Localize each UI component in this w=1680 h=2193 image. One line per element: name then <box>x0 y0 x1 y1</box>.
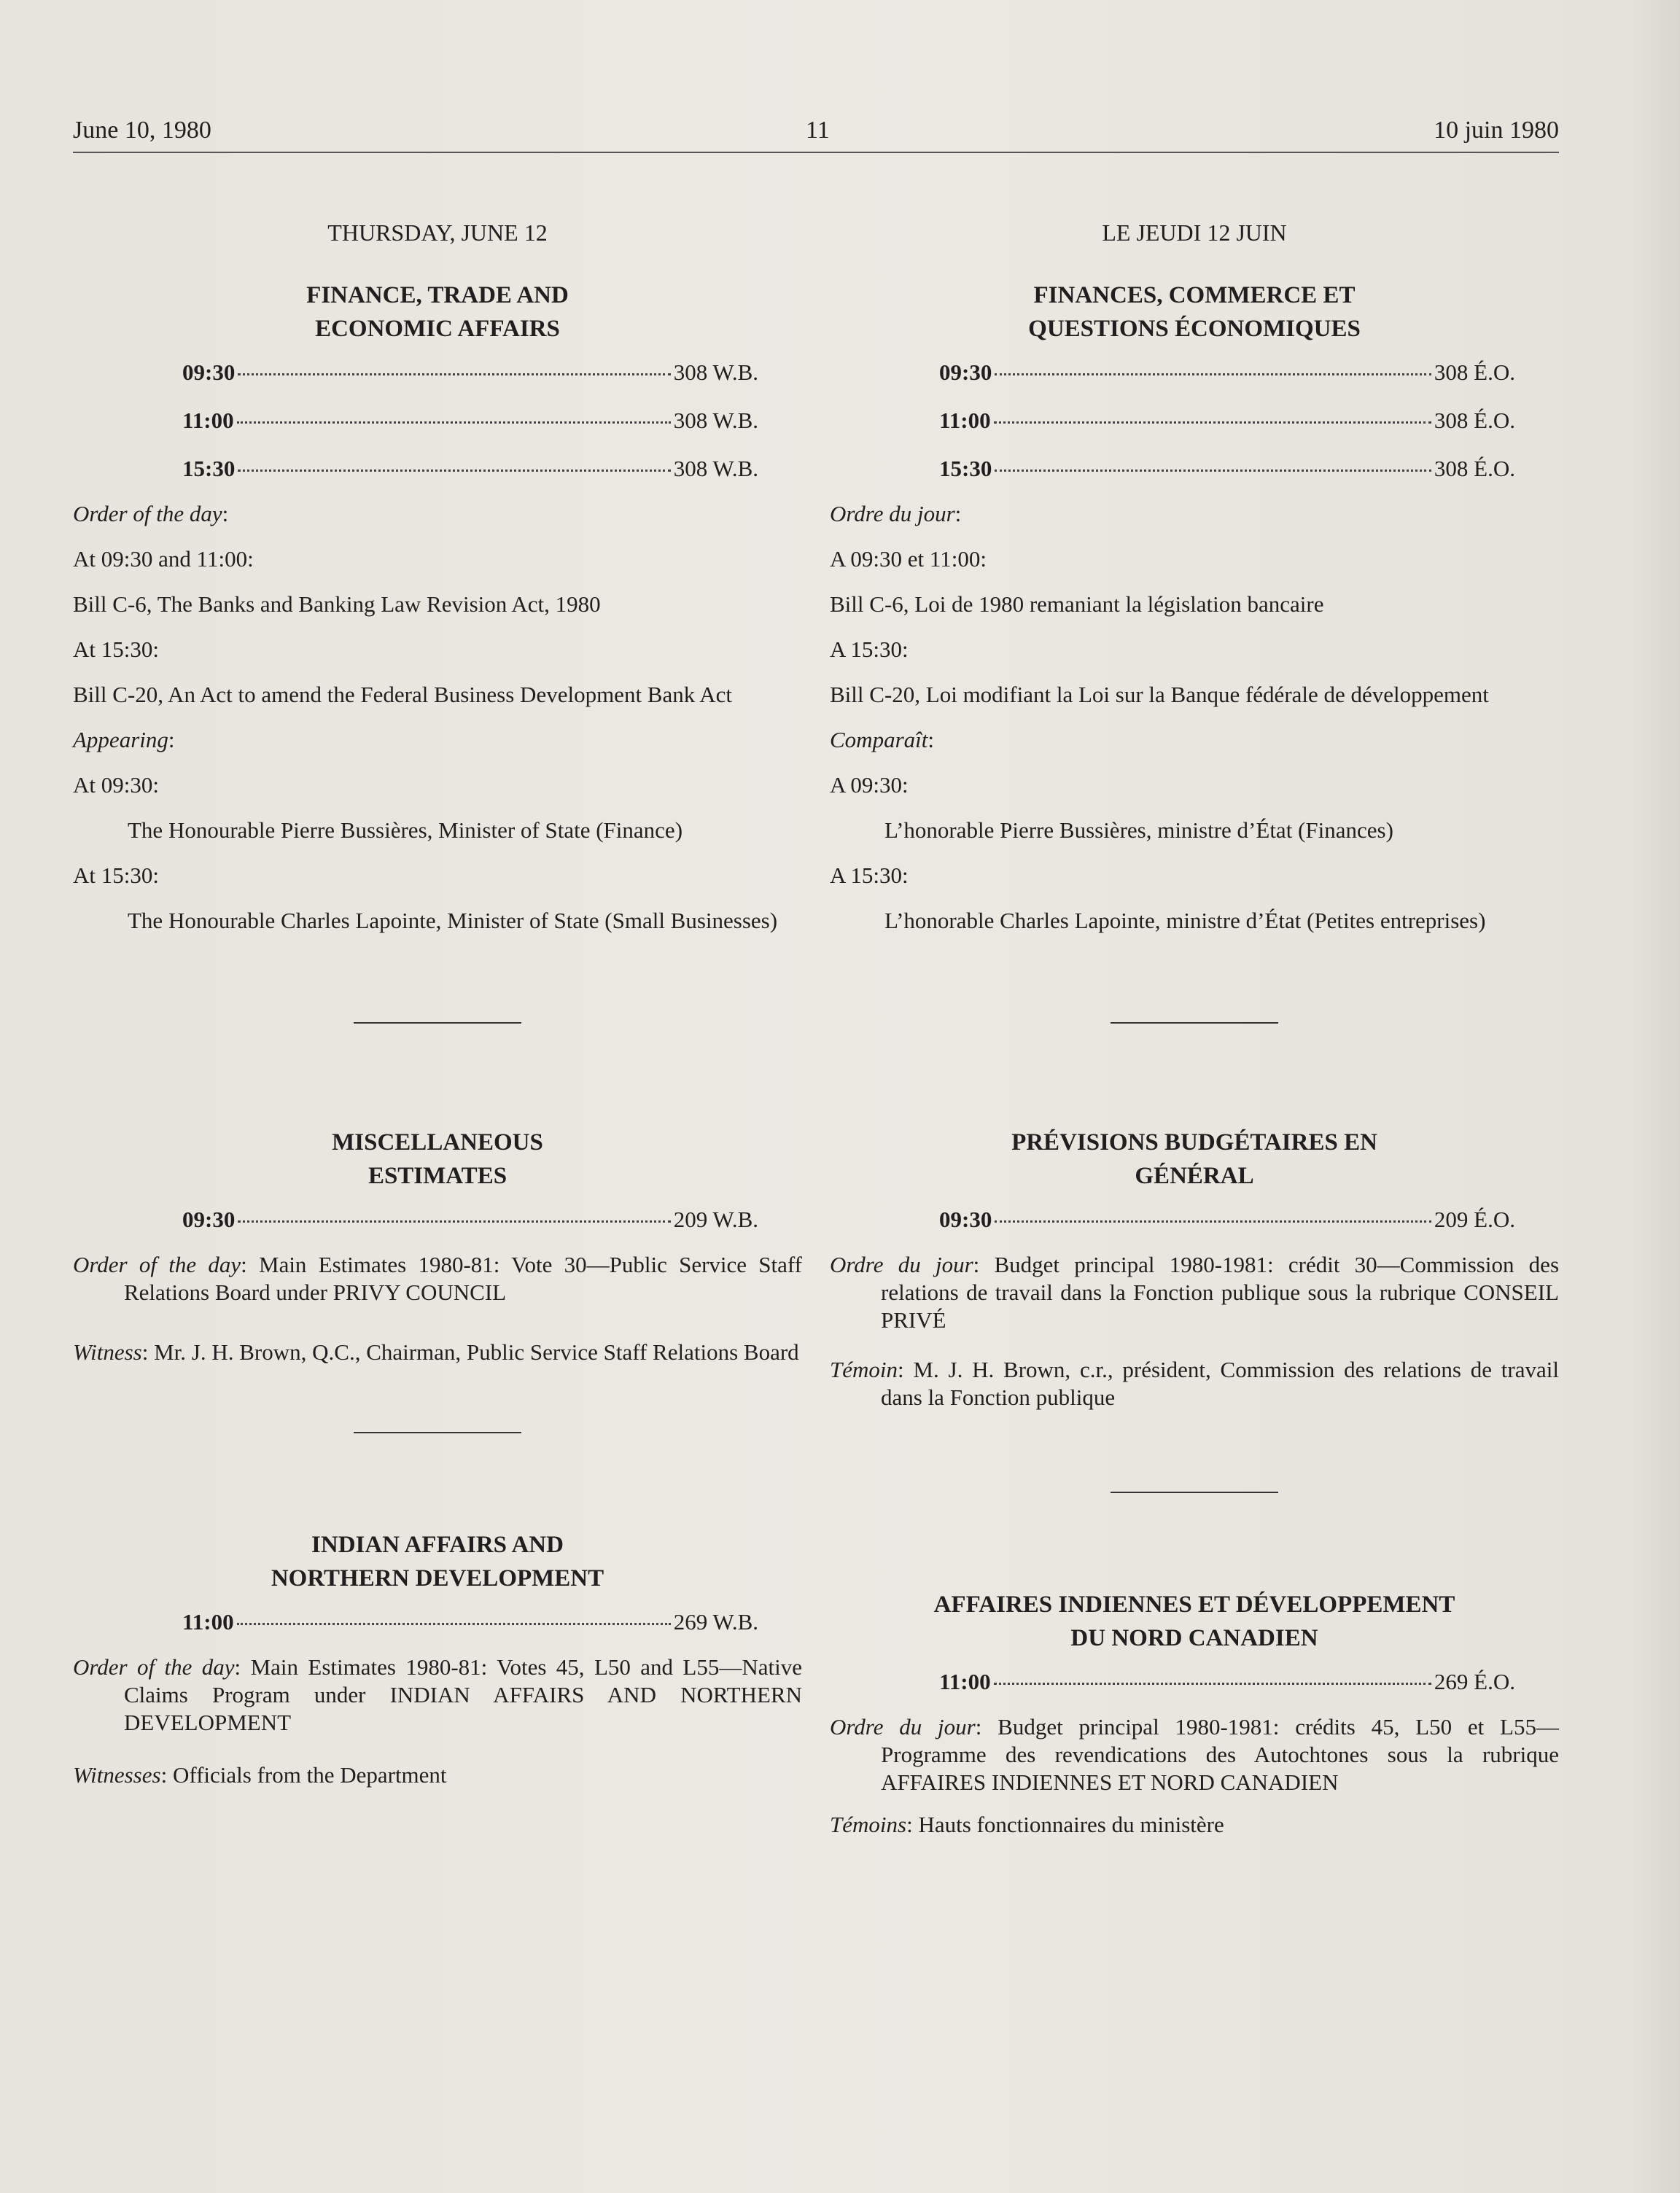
slot-time: 11:00 <box>182 1609 234 1635</box>
witness-label: Témoin <box>830 1357 898 1382</box>
slot-time: 11:00 <box>939 1669 991 1694</box>
minister-item: The Honourable Charles Lapointe, Minister of State (Small Businesses) <box>128 908 778 933</box>
bill-item: Bill C-6, Loi de 1980 remaniant la législation bancaire <box>830 591 1324 617</box>
committee-title: MISCELLANEOUS <box>332 1129 543 1156</box>
section-separator <box>1111 1492 1278 1493</box>
time-line: A 09:30 et 11:00: <box>830 546 987 572</box>
slot-room: 308 W.B. <box>673 359 758 385</box>
committee-title: ECONOMIC AFFAIRS <box>315 316 560 342</box>
slot-room: 308 É.O. <box>1434 408 1515 433</box>
section-separator <box>354 1022 521 1024</box>
committee-miscellaneous <box>73 1126 802 1366</box>
dot-leader <box>994 421 1431 424</box>
slot-room: 209 É.O. <box>1434 1207 1515 1232</box>
order-text: Main Estimates 1980-81: Vote 30—Public Service Staff Relations Board under PRIVY COUNCIL <box>124 1252 802 1305</box>
appearing-label: Appearing <box>73 727 168 752</box>
bill-item: Bill C-20, An Act to amend the Federal Business Development Bank Act <box>73 682 733 707</box>
meeting-day: THURSDAY, JUNE 12 <box>327 219 548 246</box>
schedule-slot <box>939 1206 1515 1234</box>
appearing-line: Comparaît: <box>830 727 934 752</box>
committee-title: DU NORD CANADIEN <box>1070 1625 1318 1651</box>
witness-text: Mr. J. H. Brown, Q.C., Chairman, Public Service Staff Relations Board <box>154 1339 799 1365</box>
committee-title: ESTIMATES <box>368 1163 508 1189</box>
witness-label: Witness <box>73 1339 142 1365</box>
bill-item: Bill C-6, The Banks and Banking Law Revision Act, 1980 <box>73 591 601 617</box>
committee-finance <box>73 278 802 935</box>
slot-time: 15:30 <box>939 456 992 481</box>
schedule-slot <box>182 359 758 386</box>
order-of-day: Ordre du jour: Budget principal 1980-1981: crédits 45, L50 et L55—Programme des revendications des Autochtones sous la rubrique AFFAIRES INDIENNES ET NORD CANADIEN <box>830 1714 1559 1795</box>
order-text: Budget principal 1980-1981: crédit 30—Commission des relations de travail dans la Fonction publique sous la rubrique CONSEIL PRIVÉ <box>881 1252 1560 1333</box>
order-label: Ordre du jour <box>830 501 955 526</box>
committee-title: QUESTIONS ÉCONOMIQUES <box>1028 316 1361 342</box>
order-label: Order of the day <box>73 501 222 526</box>
minister-item: The Honourable Pierre Bussières, Minister of State (Finance) <box>128 817 683 843</box>
dot-leader <box>995 1220 1431 1223</box>
slot-time: 09:30 <box>182 1207 236 1232</box>
section-separator <box>1111 1022 1278 1024</box>
bill-item: Bill C-20, Loi modifiant la Loi sur la Banque fédérale de développement <box>830 682 1489 707</box>
dot-leader <box>238 470 670 472</box>
dot-leader <box>237 421 671 424</box>
witness-line: Témoins: Hauts fonctionnaires du ministère <box>830 1812 1224 1837</box>
committee-indian-affairs <box>73 1528 802 1789</box>
witness-line: Witnesses: Officials from the Department <box>73 1762 447 1788</box>
slot-time: 09:30 <box>939 1207 992 1232</box>
witness-text: Officials from the Department <box>172 1762 447 1788</box>
schedule-slot <box>182 455 758 483</box>
slot-room: 308 É.O. <box>1434 456 1515 481</box>
witness-line: Witness: Mr. J. H. Brown, Q.C., Chairman, Public Service Staff Relations Board <box>73 1339 799 1365</box>
order-of-day: Ordre du jour: Budget principal 1980-1981: crédit 30—Commission des relations de travail dans la Fonction publique sous la rubrique CONSEIL PRIVÉ <box>830 1252 1560 1333</box>
time-line: A 15:30: <box>830 862 909 888</box>
header-date-french: 10 juin 1980 <box>1434 117 1559 144</box>
committee-title: PRÉVISIONS BUDGÉTAIRES EN <box>1011 1129 1377 1156</box>
order-of-day: Order of the day: <box>73 501 229 526</box>
schedule-slot <box>182 407 758 435</box>
slot-time: 15:30 <box>182 456 236 481</box>
order-label: Ordre du jour <box>830 1252 973 1277</box>
section-separator <box>354 1432 521 1433</box>
meeting-day: LE JEUDI 12 JUIN <box>1102 219 1287 246</box>
header-date-english: June 10, 1980 <box>73 117 211 144</box>
committee-title: INDIAN AFFAIRS AND <box>311 1532 564 1558</box>
dot-leader <box>238 1220 670 1223</box>
appearing-line: Appearing: <box>73 727 175 752</box>
time-line: At 15:30: <box>73 862 159 888</box>
minister-item: L’honorable Charles Lapointe, ministre d’État (Petites entreprises) <box>884 908 1486 933</box>
slot-room: 269 W.B. <box>673 1609 758 1635</box>
committee-indian-affairs <box>830 1588 1559 1839</box>
witness-label: Témoins <box>830 1812 907 1837</box>
witness-line: Témoin: M. J. H. Brown, c.r., président, Commission des relations de travail dans la Fonction publique <box>830 1357 1559 1410</box>
dot-leader <box>237 1623 671 1625</box>
committee-title: NORTHERN DEVELOPMENT <box>271 1565 604 1592</box>
dot-leader <box>995 470 1431 472</box>
order-label: Order of the day <box>73 1654 235 1680</box>
schedule-slot <box>939 1668 1515 1696</box>
witness-label: Witnesses <box>73 1762 161 1788</box>
committee-title: FINANCE, TRADE AND <box>306 282 569 308</box>
english-column <box>73 219 802 1789</box>
slot-room: 269 É.O. <box>1434 1669 1515 1694</box>
slot-time: 11:00 <box>939 408 991 433</box>
committee-miscellaneous <box>830 1126 1559 1411</box>
order-text: Main Estimates 1980-81: Votes 45, L50 and L55—Native Claims Program under INDIAN AFFAIRS AND NORTHERN DEVELOPMENT <box>124 1654 802 1735</box>
committee-title: AFFAIRES INDIENNES ET DÉVELOPPEMENT <box>933 1592 1455 1618</box>
order-label: Ordre du jour <box>830 1714 976 1740</box>
schedule-slot <box>939 359 1515 386</box>
committee-title: GÉNÉRAL <box>1135 1163 1254 1189</box>
appearing-label: Comparaît <box>830 727 928 752</box>
order-label: Order of the day <box>73 1252 241 1277</box>
time-line: At 09:30 and 11:00: <box>73 546 254 572</box>
schedule-slot <box>939 455 1515 483</box>
witness-text: Hauts fonctionnaires du ministère <box>918 1812 1224 1837</box>
order-of-day: Order of the day: Main Estimates 1980-81: Votes 45, L50 and L55—Native Claims Program under INDIAN AFFAIRS AND NORTHERN DEVELOPMENT <box>73 1654 802 1735</box>
schedule-slot <box>182 1206 758 1234</box>
slot-time: 11:00 <box>182 408 234 433</box>
schedule-slot <box>182 1608 758 1636</box>
witness-text: M. J. H. Brown, c.r., président, Commission des relations de travail dans la Fonction publique <box>881 1357 1559 1410</box>
time-line: A 15:30: <box>830 636 909 662</box>
order-of-day: Ordre du jour: <box>830 501 962 526</box>
committee-title: FINANCES, COMMERCE ET <box>1033 282 1356 308</box>
dot-leader <box>995 373 1431 375</box>
order-text: Budget principal 1980-1981: crédits 45, L50 et L55—Programme des revendications des Autochtones sous la rubrique AFFAIRES INDIENNES ET NORD CANADIEN <box>881 1714 1559 1795</box>
slot-room: 308 W.B. <box>673 456 758 481</box>
slot-time: 09:30 <box>939 359 992 385</box>
slot-time: 09:30 <box>182 359 236 385</box>
dot-leader <box>238 373 670 375</box>
header-page-number: 11 <box>806 117 830 144</box>
time-line: A 09:30: <box>830 772 909 798</box>
slot-room: 308 W.B. <box>673 408 758 433</box>
order-of-day: Order of the day: Main Estimates 1980-81: Vote 30—Public Service Staff Relations Board under PRIVY COUNCIL <box>73 1252 802 1305</box>
dot-leader <box>994 1683 1431 1685</box>
slot-room: 308 É.O. <box>1434 359 1515 385</box>
minister-item: L’honorable Pierre Bussières, ministre d’État (Finances) <box>884 817 1393 843</box>
schedule-slot <box>939 407 1515 435</box>
slot-room: 209 W.B. <box>673 1207 758 1232</box>
time-line: At 15:30: <box>73 636 159 662</box>
french-column <box>830 219 1559 1839</box>
header-rule <box>73 152 1559 153</box>
committee-finance <box>830 278 1559 935</box>
time-line: At 09:30: <box>73 772 159 798</box>
